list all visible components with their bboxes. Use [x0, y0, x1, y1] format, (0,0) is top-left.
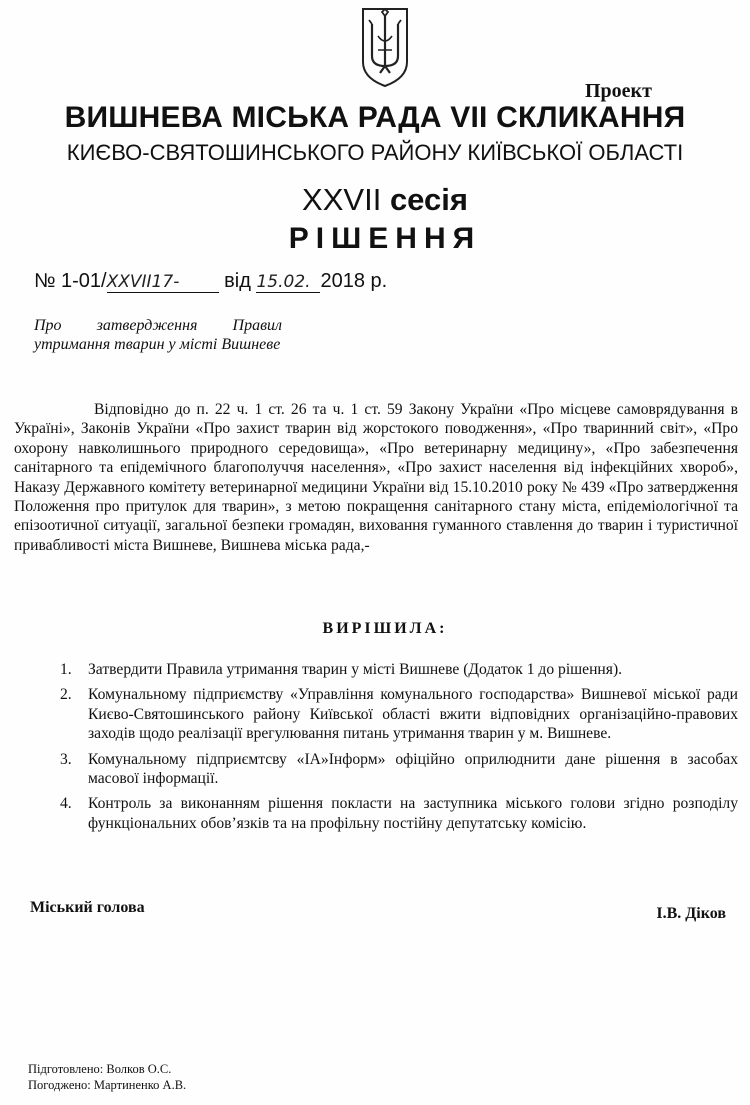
session-word: сесія — [389, 182, 468, 217]
project-label: Проект — [585, 80, 652, 102]
item-number: 1. — [60, 661, 72, 678]
item-number: 4. — [60, 795, 72, 813]
item-number: 2. — [60, 686, 72, 704]
date-suffix: 2018 р. — [320, 270, 388, 292]
preamble-paragraph: Відповідно до п. 22 ч. 1 ст. 26 та ч. 1 ст. 59 Закону України «Про місцеве самоврядування в Україні», Законів України «Про захист тварин від жорстокого поводження», «Про тваринний світ», «Про охорону навколишнього природного середовища», «Про ветеринарну медицину», «Про забезпечення санітарного та епідемічного благополуччя населення», «Про захист населення від інфекційних хвороб», Наказу Державного комітету ветеринарної медицини України від 15.10.2010 року № 439 «Про затвердження Положення про притулок для тварин», з метою покращення санітарного стану міста, епідеміологічної та епізоотичної ситуації, загальної безпеки громадян, виховання гуманного ставлення до тварин і туристичної привабливості міста Вишневе, Вишнева міська рада,- — [14, 401, 738, 554]
item-text: Комунальному підприємтсву «ІА»Інформ» офіційно оприлюднити дане рішення в засобах масової інформації. — [88, 750, 738, 788]
item-number: 3. — [60, 750, 72, 768]
handwritten-number: XXVII17- — [107, 272, 219, 293]
signature-title: Міський голова — [30, 899, 145, 916]
item-text: Комунальному підприємству «Управління комунального господарства» Вишневої міської ради Києво-Святошинського району Київської області вжити відповідних організаційно-правових заходів щодо реалізації врегулювання питань утримання тварин у м. Вишневе. — [88, 686, 738, 743]
decision-item — [60, 660, 738, 679]
signature-name: І.В. Діков — [656, 905, 726, 922]
decided-heading: ВИРІШИЛА: — [322, 620, 448, 637]
decision-item — [60, 685, 738, 743]
agreed-by: Погоджено: Мартиненко А.В. — [28, 1078, 187, 1092]
item-text: Затвердити Правила утримання тварин у місті Вишневе (Додаток 1 до рішення). — [88, 661, 623, 678]
prepared-by: Підготовлено: Волков О.С. — [28, 1062, 172, 1076]
document-type: РІШЕННЯ — [288, 222, 482, 255]
number-date-line — [34, 270, 387, 293]
number-prefix: № 1-01/ — [34, 270, 107, 292]
decision-item — [60, 794, 738, 833]
council-name: ВИШНЕВА МІСЬКА РАДА VII СКЛИКАННЯ — [64, 101, 686, 134]
resolution-subject: Про затвердження Правил утримання тварин у місті Вишневе — [34, 317, 282, 353]
trident-coat-of-arms-icon — [360, 6, 410, 88]
session-heading — [0, 182, 750, 218]
item-text: Контроль за виконанням рішення покласти на заступника міського голови згідно розподілу функціональних обов’язків та на профільну постійну депутатську комісію. — [88, 795, 738, 832]
date-prefix: від — [224, 270, 251, 292]
decision-item — [60, 750, 738, 789]
handwritten-date: 15.02. — [256, 272, 320, 293]
decision-items — [60, 660, 738, 839]
district-name: КИЄВО-СВЯТОШИНСЬКОГО РАЙОНУ КИЇВСЬКОЇ ОБЛАСТІ — [66, 140, 684, 165]
session-roman: XXVII — [302, 182, 382, 217]
